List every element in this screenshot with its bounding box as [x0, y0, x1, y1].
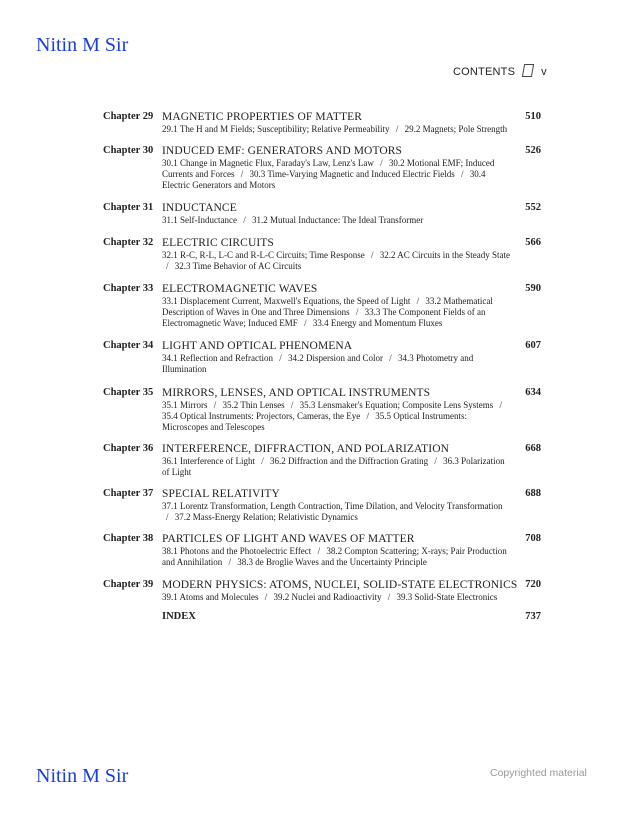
section-item[interactable]: 38.1 Photons and the Photoelectric Effect	[162, 546, 312, 556]
chapter-entry[interactable]	[103, 488, 541, 523]
section-list	[162, 296, 513, 329]
section-separator: /	[279, 353, 282, 363]
section-separator: /	[416, 296, 420, 306]
section-item[interactable]: 33.3 The Component Fields of an Electromagnetic Wave; Induced EMF	[162, 307, 486, 328]
section-list	[162, 353, 513, 375]
section-item[interactable]: 33.4 Energy and Momentum Fluxes	[312, 318, 443, 328]
section-separator: /	[371, 250, 374, 260]
section-separator: /	[304, 318, 307, 328]
section-list	[162, 546, 513, 568]
section-item[interactable]: 36.1 Interference of Light	[162, 456, 255, 466]
chapter-number: Chapter 39	[103, 579, 154, 590]
section-item[interactable]: 35.5 Optical Instruments: Microscopes and Telescopes	[162, 411, 467, 432]
chapter-page-number: 526	[525, 145, 541, 156]
section-list	[162, 215, 513, 226]
section-item[interactable]: 38.3 de Broglie Waves and the Uncertainty Principle	[237, 557, 427, 567]
section-separator: /	[460, 169, 464, 179]
chapter-title: MAGNETIC PROPERTIES OF MATTER	[162, 111, 362, 123]
section-item[interactable]: 29.1 The H and M Fields; Susceptibility; Relative Permeability	[162, 124, 390, 134]
section-item[interactable]: 39.1 Atoms and Molecules	[162, 592, 259, 602]
chapter-number: Chapter 31	[103, 202, 154, 213]
chapter-title: MIRRORS, LENSES, AND OPTICAL INSTRUMENTS	[162, 387, 431, 399]
section-item[interactable]: 32.1 R-C, R-L, L-C and R-L-C Circuits; Time Response	[162, 250, 365, 260]
chapter-title: INDUCED EMF: GENERATORS AND MOTORS	[162, 145, 403, 157]
section-item[interactable]: 35.3 Lensmaker's Equation; Composite Lens Systems	[299, 400, 494, 410]
chapter-title: ELECTRIC CIRCUITS	[162, 237, 274, 249]
section-item[interactable]: 37.2 Mass-Energy Relation; Relativistic Dynamics	[174, 512, 358, 522]
section-separator: /	[499, 400, 502, 410]
chapter-page-number: 634	[525, 387, 541, 398]
chapter-page-number: 510	[525, 111, 541, 122]
chapter-title: MODERN PHYSICS: ATOMS, NUCLEI, SOLID-STATE ELECTRONICS	[162, 579, 518, 591]
section-item[interactable]: 34.2 Dispersion and Color	[287, 353, 383, 363]
section-item[interactable]: 37.1 Lorentz Transformation, Length Contraction, Time Dilation, and Velocity Transformation	[162, 501, 503, 511]
section-item[interactable]: 34.3 Photometry and Illumination	[162, 353, 474, 374]
section-item[interactable]: 30.2 Motional EMF; Induced Currents and Forces	[162, 158, 495, 179]
contents-header[interactable]	[453, 64, 547, 78]
section-list	[162, 501, 513, 523]
section-item[interactable]: 33.2 Mathematical Description of Waves in One and Three Dimensions	[162, 296, 493, 317]
copyright-notice: Copyrighted material	[490, 767, 587, 779]
chapter-title: LIGHT AND OPTICAL PHENOMENA	[162, 340, 353, 352]
contents-label: CONTENTS	[453, 66, 516, 78]
chapter-title: ELECTROMAGNETIC WAVES	[162, 283, 318, 295]
section-separator: /	[389, 353, 392, 363]
section-separator: /	[387, 592, 391, 602]
section-separator: /	[380, 158, 383, 168]
chevron-down-icon[interactable]: v	[541, 66, 547, 78]
chapter-page-number: 720	[525, 579, 541, 590]
chapter-page-number: 668	[525, 443, 541, 454]
chapter-number: Chapter 34	[103, 340, 154, 351]
table-of-contents	[103, 111, 541, 622]
section-item[interactable]: 39.3 Solid-State Electronics	[396, 592, 498, 602]
chapter-title: INTERFERENCE, DIFFRACTION, AND POLARIZATION	[162, 443, 450, 455]
chapter-title: SPECIAL RELATIVITY	[162, 488, 280, 500]
chapter-number: Chapter 32	[103, 237, 154, 248]
chapter-page-number: 688	[525, 488, 541, 499]
chapter-title: INDUCTANCE	[162, 202, 237, 214]
section-item[interactable]: 36.3 Polarization of Light	[162, 456, 505, 477]
section-item[interactable]: 33.1 Displacement Current, Maxwell's Equations, the Speed of Light	[162, 296, 411, 306]
section-separator: /	[395, 124, 399, 134]
section-list	[162, 250, 513, 272]
chapter-entry[interactable]	[103, 579, 541, 603]
chapter-title: PARTICLES OF LIGHT AND WAVES OF MATTER	[162, 533, 415, 545]
section-separator: /	[317, 546, 321, 556]
section-list	[162, 400, 513, 433]
chapter-entry[interactable]	[103, 111, 541, 135]
section-item[interactable]: 39.2 Nuclei and Radioactivity	[273, 592, 382, 602]
chapter-entry[interactable]	[103, 202, 541, 226]
section-item[interactable]: 29.2 Magnets; Pole Strength	[404, 124, 508, 134]
section-list	[162, 124, 513, 135]
section-separator: /	[366, 411, 369, 421]
section-item[interactable]: 31.1 Self-Inductance	[162, 215, 237, 225]
section-item[interactable]: 31.2 Mutual Inductance: The Ideal Transformer	[252, 215, 424, 225]
chapter-entry[interactable]	[103, 533, 541, 568]
chapter-number: Chapter 33	[103, 283, 154, 294]
section-separator: /	[261, 456, 264, 466]
index-page-number: 737	[525, 611, 541, 622]
watermark-top: Nitin M Sir	[36, 34, 129, 56]
section-item[interactable]: 30.3 Time-Varying Magnetic and Induced Electric Fields	[249, 169, 455, 179]
chapter-number: Chapter 35	[103, 387, 154, 398]
section-separator: /	[213, 400, 217, 410]
chapter-page-number: 590	[525, 283, 541, 294]
section-item[interactable]: 30.4 Electric Generators and Motors	[162, 169, 486, 190]
section-item[interactable]: 35.1 Mirrors	[162, 400, 208, 410]
chapter-page-number: 566	[525, 237, 541, 248]
chapter-number: Chapter 37	[103, 488, 154, 499]
section-item[interactable]: 35.2 Thin Lenses	[222, 400, 285, 410]
section-separator: /	[228, 557, 232, 567]
chapter-entry[interactable]	[103, 283, 541, 329]
chapter-page-number: 708	[525, 533, 541, 544]
chapter-page-number: 607	[525, 340, 541, 351]
chapter-entry[interactable]	[103, 237, 541, 272]
section-separator: /	[264, 592, 268, 602]
section-item[interactable]: 32.3 Time Behavior of AC Circuits	[174, 261, 302, 271]
section-list	[162, 592, 513, 603]
chapter-number: Chapter 29	[103, 111, 154, 122]
chapter-number: Chapter 30	[103, 145, 154, 156]
section-list	[162, 456, 513, 478]
section-separator: /	[290, 400, 294, 410]
section-list	[162, 158, 513, 191]
chapter-number: Chapter 38	[103, 533, 154, 544]
index-entry[interactable]	[103, 611, 541, 622]
chapter-entry[interactable]	[103, 387, 541, 433]
chapter-page-number: 552	[525, 202, 541, 213]
watermark-bottom: Nitin M Sir	[36, 765, 129, 787]
index-title: INDEX	[162, 611, 196, 622]
section-separator: /	[434, 456, 437, 466]
section-item[interactable]: 30.1 Change in Magnetic Flux, Faraday's Law, Lenz's Law	[162, 158, 374, 168]
section-separator: /	[240, 169, 244, 179]
section-separator: /	[355, 307, 359, 317]
section-item[interactable]: 32.2 AC Circuits in the Steady State	[379, 250, 511, 260]
section-item[interactable]: 36.2 Diffraction and the Diffraction Grating	[269, 456, 429, 466]
section-separator: /	[243, 215, 246, 225]
chapter-entry[interactable]	[103, 443, 541, 478]
bookmark-icon[interactable]	[522, 64, 534, 77]
chapter-entry[interactable]	[103, 340, 541, 375]
section-separator: /	[166, 512, 169, 522]
chapter-number: Chapter 36	[103, 443, 154, 454]
section-separator: /	[166, 261, 169, 271]
section-item[interactable]: 34.1 Reflection and Refraction	[162, 353, 273, 363]
chapter-entry[interactable]	[103, 145, 541, 191]
section-item[interactable]: 38.2 Compton Scattering; X-rays; Pair Production and Annihilation	[162, 546, 507, 567]
section-item[interactable]: 35.4 Optical Instruments: Projectors, Cameras, the Eye	[162, 411, 361, 421]
